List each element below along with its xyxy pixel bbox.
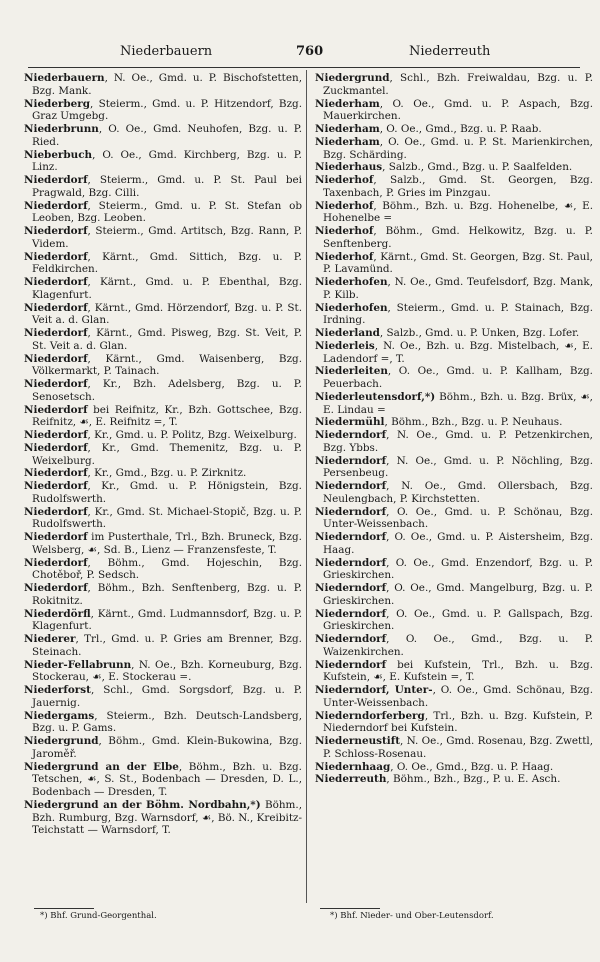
entry-details: , N. Oe., Bzh. u. Bzg. Mistelbach, ☙, E. Ladendorf =, T. [323, 339, 593, 365]
entry-name: Niederdorf [24, 429, 88, 441]
directory-entry [24, 429, 302, 442]
footnote-rule-left [34, 908, 94, 909]
directory-entry [315, 327, 593, 340]
directory-entry [24, 251, 302, 277]
directory-entry [24, 557, 302, 583]
directory-entry [315, 251, 593, 277]
directory-entry [24, 225, 302, 251]
directory-entry [315, 391, 593, 417]
directory-entry [315, 582, 593, 608]
entry-name: Niederndorf [315, 454, 387, 467]
directory-entry [315, 161, 593, 174]
entry-name: Niederdorf [24, 505, 88, 518]
entry-name: Niederdorf [24, 531, 88, 543]
entry-name: Niederhaus [315, 161, 383, 174]
directory-entry [24, 276, 302, 302]
entry-name: Niederhof [315, 174, 374, 186]
directory-entry [315, 98, 593, 124]
entry-details: , O. Oe., Gmd. Kirchberg, Bzg. u. P. Linz. [32, 148, 302, 174]
directory-entry [24, 353, 302, 379]
entry-details: , O. Oe., Gmd. Schönau, Bzg. Unter-Weissenbach. [323, 684, 593, 709]
entry-name: Niederdorf [24, 327, 88, 339]
entry-name: Niederdorf [24, 378, 88, 390]
entry-details: , Böhm., Bzh. Senftenberg, Bzg. u. P. Rokitnitz. [32, 582, 302, 607]
entry-details: , Kr., Gmd. u. P. Hönigstein, Bzg. Rudolfswerth. [32, 480, 302, 505]
footnote-left: *) Bhf. Grund-Georgenthal. [40, 911, 157, 921]
directory-entry [315, 276, 593, 302]
entry-details: , Kr., Gmd. Themenitz, Bzg. u. P. Weixelburg. [32, 441, 302, 467]
directory-entry [315, 455, 593, 481]
entry-name: Niedergrund an der Elbe [24, 760, 179, 773]
entry-details: , O. Oe., Gmd. u. P. Aistersheim, Bzg. Haag. [323, 531, 593, 556]
entry-name: Niederdorf [24, 556, 88, 569]
entry-details: bei Kufstein, Trl., Bzh. u. Bzg. Kufstein, ☙, E. Kufstein =, T. [323, 658, 593, 684]
directory-entry [24, 149, 302, 175]
page-number: 760 [296, 44, 324, 59]
footnote-right: *) Bhf. Nieder- und Ober-Leutensdorf. [330, 911, 494, 921]
entry-details: , Steierm., Gmd. u. P. Stainach, Bzg. Irdning. [323, 301, 593, 327]
directory-entry [24, 123, 302, 149]
entry-details: Böhm., Bzh. u. Bzg. Brüx, ☙, E. Lindau = [323, 390, 593, 416]
entry-details: , Kärnt., Gmd. u. P. Ebenthal, Bzg. Klagenfurt. [32, 276, 302, 301]
entry-name: Niederndorf [315, 658, 387, 671]
entry-name: Niedergrund [315, 72, 390, 84]
right-column [315, 72, 593, 786]
directory-entry [315, 72, 593, 98]
entry-details: , N. Oe., Bzh. Korneuburg, Bzg. Stockerau, ☙, E. Stockerau =. [32, 658, 302, 684]
entry-name: Niedermühl [315, 416, 385, 429]
directory-entry [24, 404, 302, 430]
entry-details: , Kärnt., Gmd. Pisweg, Bzg. St. Veit, P. St. Veit a. d. Glan. [32, 327, 302, 352]
page-header [28, 44, 580, 64]
directory-entry [315, 761, 593, 774]
directory-entry [24, 799, 302, 837]
entry-details: , Trl., Gmd. u. P. Gries am Brenner, Bzg. Steinach. [32, 633, 302, 658]
entry-name: Niederndorferberg [315, 709, 425, 722]
directory-entry [315, 659, 593, 685]
entry-details: , Schl., Gmd. Sorgsdorf, Bzg. u. P. Jauernig. [32, 684, 302, 709]
entry-name: Niederer [24, 633, 76, 645]
entry-name: Niederdorf [24, 199, 88, 212]
entry-name: Niedergrund an der Böhm. Nordbahn,*) [24, 798, 261, 811]
directory-entry [24, 633, 302, 659]
entry-name: Niederland [315, 327, 380, 339]
entry-details: , Kr., Gmd. u. P. Politz, Bzg. Weixelburg. [87, 429, 297, 441]
entry-name: Niederndorf [315, 556, 387, 569]
directory-entry [24, 480, 302, 506]
entry-details: , N. Oe., Gmd. u. P. Nöchling, Bzg. Persenbeug. [323, 454, 593, 480]
directory-entry [24, 531, 302, 557]
directory-entry [24, 174, 302, 200]
directory-entry [24, 684, 302, 710]
directory-entry [24, 72, 302, 98]
entry-details: , Trl., Bzh. u. Bzg. Kufstein, P. Niederndorf bei Kufstein. [323, 709, 593, 735]
directory-entry [24, 442, 302, 468]
directory-entry [24, 506, 302, 532]
entry-name: Niederhof [315, 225, 374, 237]
entry-details: , Kärnt., Gmd. Ludmannsdorf, Bzg. u. P. Klagenfurt. [32, 607, 302, 633]
entry-name: Niederdorf [24, 225, 88, 237]
entry-name: Niederndorf [315, 582, 387, 594]
entry-name: Niederhofen [315, 276, 388, 288]
entry-details: , Böhm., Bzh. u. Bzg. Hohenelbe, ☙, E. Hohenelbe = [323, 199, 593, 225]
directory-entry [315, 365, 593, 391]
entry-name: Niederham [315, 135, 380, 148]
directory-entry [315, 340, 593, 366]
entry-details: , Kärnt., Gmd. Waisenberg, Bzg. Völkermarkt, P. Tainach. [32, 352, 302, 378]
directory-entry [315, 773, 593, 786]
entry-name: Niederbauern [24, 72, 105, 84]
directory-entry [315, 136, 593, 162]
entry-details: , Böhm., Bzh., Bzg. u. P. Neuhaus. [384, 416, 563, 429]
entry-name: Niederndorf [315, 429, 387, 441]
entry-details: im Pusterthale, Trl., Bzh. Bruneck, Bzg. Welsberg, ☙, Sd. B., Lienz — Franzensfeste, T. [32, 531, 302, 556]
entry-details: , Steierm., Bzh. Deutsch-Landsberg, Bzg. u. P. Gams. [32, 709, 302, 735]
entry-details: , Salzb., Gmd. St. Georgen, Bzg. Taxenbach, P. Gries im Pinzgau. [323, 174, 593, 199]
directory-entry [315, 684, 593, 710]
directory-entry [315, 429, 593, 455]
entry-details: , N. Oe., Gmd. Ollersbach, Bzg. Neulengbach, P. Kirchstetten. [323, 480, 593, 505]
entry-details: , Steierm., Gmd. u. P. St. Stefan ob Leoben, Bzg. Leoben. [32, 199, 302, 225]
entry-details: , O. Oe., Gmd. Neuhofen, Bzg. u. P. Ried. [32, 123, 302, 148]
entry-name: Niederdorf [24, 403, 88, 416]
entry-name: Niederham [315, 97, 380, 110]
entry-details: , O. Oe., Gmd., Bzg. u. P. Haag. [390, 760, 554, 773]
entry-name: Niederdorf [24, 441, 88, 454]
header-right-title: Niederreuth [409, 44, 491, 59]
entry-details: , Böhm., Bzh., Bzg., P. u. E. Asch. [386, 773, 561, 786]
entry-name: Niederbrunn [24, 123, 99, 135]
entry-details: , Kärnt., Gmd. St. Georgen, Bzg. St. Paul, P. Lavamünd. [323, 250, 593, 276]
directory-entry [315, 302, 593, 328]
entry-name: Niedergams [24, 709, 95, 722]
entry-name: Niederdorf [24, 174, 88, 186]
entry-name: Niederdorf [24, 480, 88, 492]
entry-details: , Kr., Gmd., Bzg. u. P. Zirknitz. [87, 467, 247, 480]
entry-details: , N. Oe., Gmd. u. P. Petzenkirchen, Bzg. Ybbs. [323, 429, 593, 454]
directory-entry [315, 123, 593, 136]
directory-entry [315, 608, 593, 634]
directory-entry [315, 735, 593, 761]
entry-details: , O. Oe., Gmd. Mangelburg, Bzg. u. P. Grieskirchen. [323, 582, 593, 607]
entry-name: Niederndorf [315, 607, 387, 620]
entry-name: Niederdörfl [24, 607, 91, 620]
entry-name: Niederdorf [24, 467, 88, 480]
directory-entry [24, 735, 302, 761]
entry-details: Böhm., Bzh. Rumburg, Bzg. Warnsdorf, ☙, Bö. N., Kreibitz-Teichstatt — Warnsdorf, T. [32, 798, 302, 837]
entry-name: Niederhofen [315, 301, 388, 314]
directory-entry [315, 506, 593, 532]
entry-name: Nieder-Fellabrunn [24, 658, 132, 671]
entry-name: Niederham [315, 123, 380, 135]
directory-entry [24, 302, 302, 328]
directory-entry [24, 98, 302, 124]
entry-details: , O. Oe., Gmd. Enzendorf, Bzg. u. P. Grieskirchen. [323, 556, 593, 582]
entry-name: Niederhof [315, 250, 374, 263]
directory-entry [315, 480, 593, 506]
directory-entry [315, 531, 593, 557]
directory-entry [315, 557, 593, 583]
directory-entry [315, 200, 593, 226]
entry-name: Nieberbuch [24, 148, 93, 161]
directory-entry [24, 608, 302, 634]
entry-details: , Kr., Bzh. Adelsberg, Bzg. u. P. Senosetsch. [32, 378, 302, 403]
entry-details: , Böhm., Bzh. u. Bzg. Tetschen, ☙, S. St., Bodenbach — Dresden, D. L., Bodenbach — Dresden, T. [32, 760, 302, 798]
entry-details: , N. Oe., Gmd. Rosenau, Bzg. Zwettl, P. Schloss-Rosenau. [323, 735, 593, 760]
entry-details: , Steierm., Gmd. u. P. St. Paul bei Pragwald, Bzg. Cilli. [32, 174, 302, 199]
entry-details: , Schl., Bzh. Freiwaldau, Bzg. u. P. Zuckmantel. [323, 72, 593, 97]
entry-details: , Kr., Gmd. St. Michael-Stopič, Bzg. u. P. Rudolfswerth. [32, 505, 302, 531]
entry-name: Niederdorf [24, 276, 88, 288]
entry-details: , O. Oe., Gmd. u. P. Kallham, Bzg. Peuerbach. [323, 365, 593, 390]
entry-name: Niederberg [24, 97, 91, 110]
entry-name: Niederndorf [315, 531, 387, 543]
directory-entry [24, 378, 302, 404]
entry-name: Niederneustift [315, 735, 400, 747]
entry-details: , N. Oe., Gmd. u. P. Bischofstetten, Bzg. Mank. [32, 72, 302, 97]
header-left-title: Niederbauern [120, 44, 213, 59]
entry-name: Niederleis [315, 339, 375, 352]
entry-details: bei Reifnitz, Kr., Bzh. Gottschee, Bzg. Reifnitz, ☙, E. Reifnitz =, T. [32, 403, 302, 429]
entry-name: Niederndorf [315, 633, 387, 645]
directory-entry [24, 582, 302, 608]
entry-name: Niederforst [24, 684, 91, 696]
directory-entry [24, 200, 302, 226]
entry-name: Niedernhaag [315, 760, 391, 773]
entry-details: , Steierm., Gmd. Artitsch, Bzg. Rann, P. Videm. [32, 225, 302, 250]
entry-name: Niederdorf [24, 250, 88, 263]
entry-name: Niederleutensdorf,*) [315, 390, 436, 403]
left-column [24, 72, 302, 837]
entry-name: Niedergrund [24, 735, 99, 747]
entry-details: , O. Oe., Gmd. u. P. Gallspach, Bzg. Grieskirchen. [323, 607, 593, 633]
directory-entry [315, 633, 593, 659]
entry-details: , O. Oe., Gmd., Bzg. u. P. Raab. [379, 123, 542, 135]
entry-details: , Böhm., Gmd. Helkowitz, Bzg. u. P. Senftenberg. [323, 225, 593, 250]
entry-details: , Salzb., Gmd. u. P. Unken, Bzg. Lofer. [379, 327, 580, 339]
entry-details: , Kärnt., Gmd. Hörzendorf, Bzg. u. P. St. Veit a. d. Glan. [32, 301, 302, 327]
header-rule [28, 67, 580, 68]
directory-entry [315, 225, 593, 251]
entry-name: Niederndorf [315, 505, 387, 518]
entry-details: , N. Oe., Gmd. Teufelsdorf, Bzg. Mank, P. Kilb. [323, 276, 593, 301]
entry-details: , Salzb., Gmd., Bzg. u. P. Saalfelden. [382, 161, 573, 174]
entry-name: Niederhof [315, 199, 374, 212]
entry-name: Niederdorf [24, 301, 88, 314]
directory-entry [24, 710, 302, 736]
entry-details: , Böhm., Gmd. Hojeschin, Bzg. Chotěboř, P. Sedsch. [32, 556, 302, 582]
entry-name: Niederleiten [315, 365, 388, 378]
directory-entry [24, 467, 302, 480]
directory-entry [24, 659, 302, 685]
directory-entry [24, 327, 302, 353]
entry-details: , O. Oe., Gmd. u. P. Schönau, Bzg. Unter-Weissenbach. [323, 505, 593, 531]
entry-name: Niederndorf [315, 480, 387, 492]
directory-entry [315, 174, 593, 200]
entry-details: , Kärnt., Gmd. Sittich, Bzg. u. P. Feldkirchen. [32, 250, 302, 276]
directory-entry [315, 416, 593, 429]
footnote-rule-right [320, 908, 380, 909]
entry-details: , O. Oe., Gmd. u. P. Aspach, Bzg. Mauerkirchen. [323, 97, 593, 123]
entry-details: , O. Oe., Gmd. u. P. St. Marienkirchen, Bzg. Schärding. [323, 135, 593, 161]
entry-details: , Böhm., Gmd. Klein-Bukowina, Bzg. Jaroměř. [32, 735, 302, 760]
entry-name: Niederdorf [24, 582, 88, 594]
column-divider [306, 70, 307, 903]
entry-name: Niederndorf, Unter- [315, 684, 433, 696]
directory-entry [24, 761, 302, 799]
entry-name: Niederdorf [24, 352, 88, 365]
entry-name: Niederreuth [315, 773, 387, 786]
entry-details: , O. Oe., Gmd., Bzg. u. P. Waizenkirchen. [323, 633, 593, 658]
directory-entry [315, 710, 593, 736]
entry-details: , Steierm., Gmd. u. P. Hitzendorf, Bzg. Graz Umgebg. [32, 97, 302, 123]
